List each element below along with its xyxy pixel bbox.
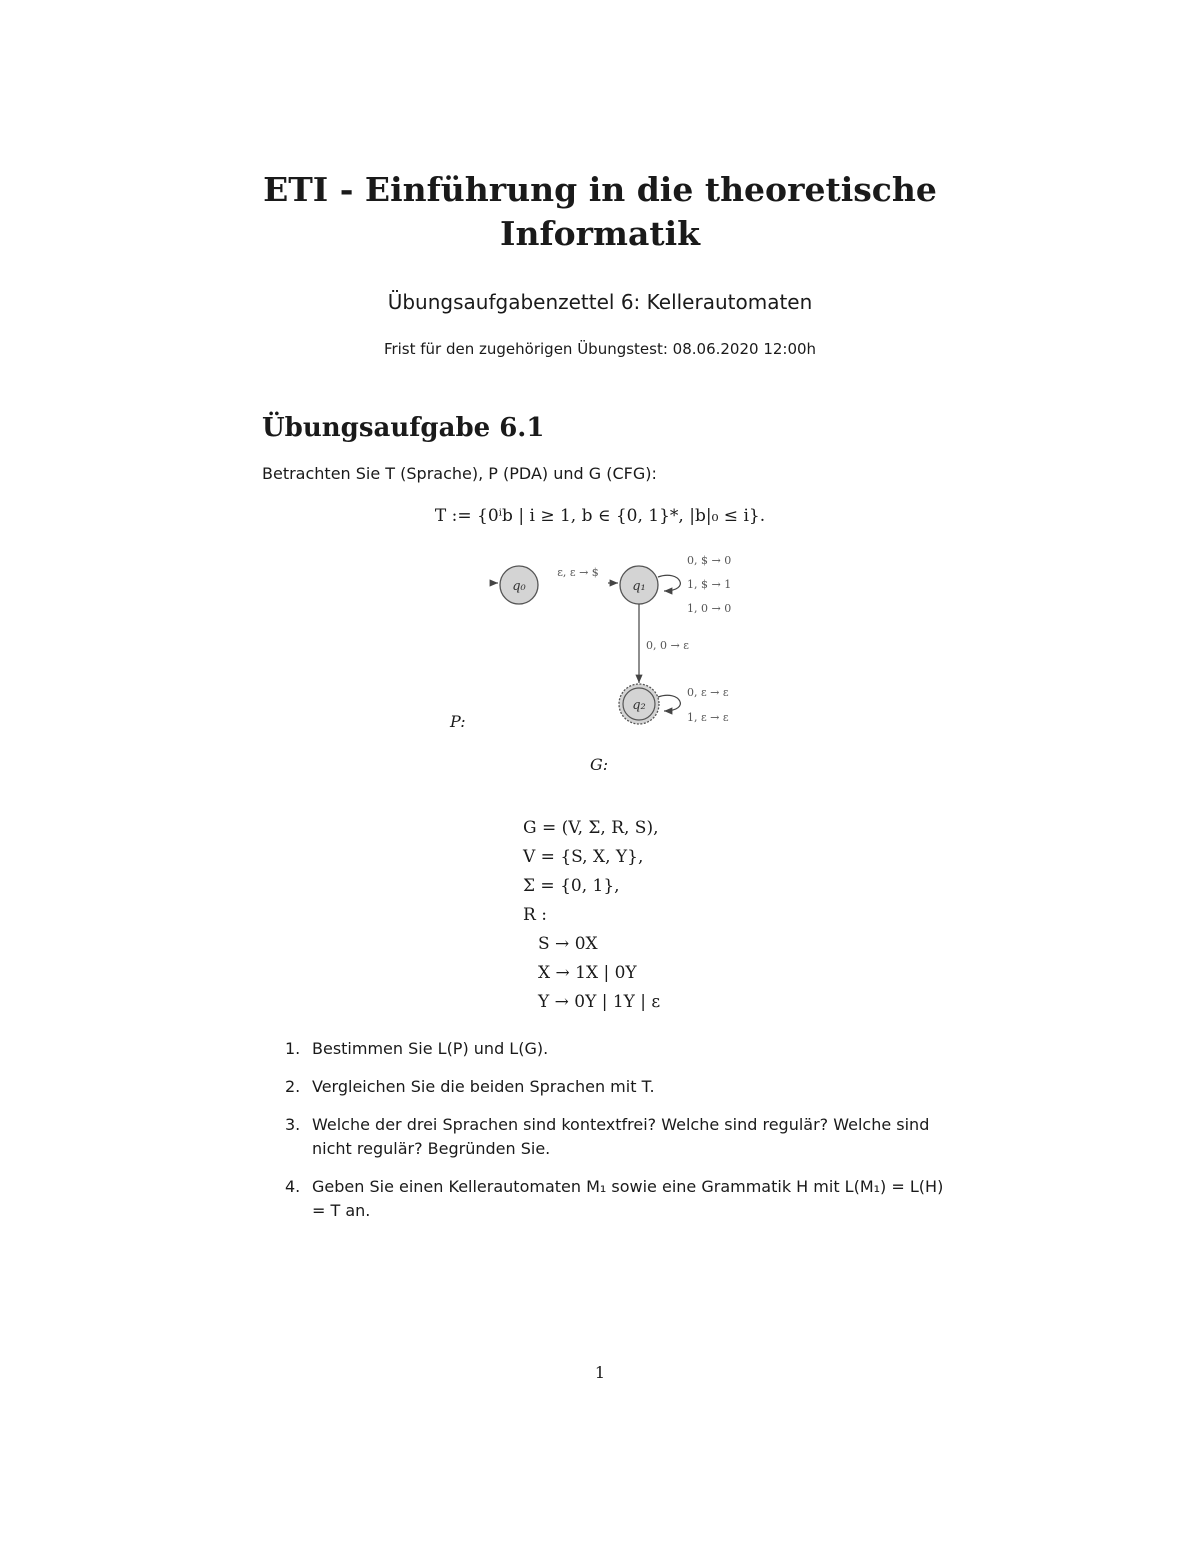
state-q0-label: q₀ xyxy=(512,579,526,594)
grammar-line: Σ = {0, 1}, xyxy=(523,876,620,896)
grammar-rule: Y → 0Y | 1Y | ε xyxy=(538,992,661,1012)
task-list xyxy=(285,1037,955,1237)
task-text: Bestimmen Sie L(P) und L(G). xyxy=(312,1039,549,1058)
list-item xyxy=(285,1113,955,1161)
language-definition: T := {0ⁱb | i ≥ 1, b ∈ {0, 1}*, |b|₀ ≤ i}. xyxy=(434,506,766,526)
title-line-2: Informatik xyxy=(500,214,700,253)
transition-q1-q2-label: 0, 0 → ε xyxy=(646,639,689,652)
loop-q2-label-1: 0, ε → ε xyxy=(687,686,729,699)
loop-q2-label-2: 1, ε → ε xyxy=(687,711,729,724)
transition-q0-q1-label: ε, ε → $ xyxy=(557,566,599,579)
grammar-label: G: xyxy=(590,755,609,774)
state-q2-label: q₂ xyxy=(632,698,646,713)
grammar-line: G = (V, Σ, R, S), xyxy=(523,818,659,838)
list-item xyxy=(285,1037,955,1061)
task-text: Vergleichen Sie die beiden Sprachen mit T. xyxy=(312,1077,655,1096)
document-title xyxy=(0,168,1200,256)
task-number: 4. xyxy=(285,1177,301,1196)
state-q1-label: q₁ xyxy=(632,579,646,594)
grammar-line: V = {S, X, Y}, xyxy=(523,847,644,867)
task-number: 1. xyxy=(285,1039,301,1058)
list-item xyxy=(285,1075,955,1099)
grammar-rule: S → 0X xyxy=(538,934,598,954)
sheet-subtitle: Übungsaufgabenzettel 6: Kellerautomaten xyxy=(387,290,813,314)
list-item xyxy=(285,1175,955,1223)
exercise-intro: Betrachten Sie T (Sprache), P (PDA) und G (CFG): xyxy=(262,464,657,483)
title-line-1: ETI - Einführung in die theoretische xyxy=(263,170,937,209)
loop-q2-arrow xyxy=(658,695,680,711)
deadline-note: Frist für den zugehörigen Übungstest: 08.06.2020 12:00h xyxy=(383,340,817,358)
grammar-rule: X → 1X | 0Y xyxy=(538,963,637,983)
loop-q1-arrow xyxy=(658,575,680,591)
pda-label: P: xyxy=(450,712,466,731)
pda-diagram xyxy=(480,545,780,735)
task-text: Geben Sie einen Kellerautomaten M₁ sowie eine Grammatik H mit L(M₁) = L(H) = T an. xyxy=(312,1177,944,1220)
exercise-heading: Übungsaufgabe 6.1 xyxy=(262,413,545,443)
task-number: 2. xyxy=(285,1077,301,1096)
page-number: 1 xyxy=(594,1363,606,1382)
grammar-line: R : xyxy=(523,905,547,925)
task-number: 3. xyxy=(285,1115,301,1134)
task-text: Welche der drei Sprachen sind kontextfrei? Welche sind regulär? Welche sind nicht regulär? Begründen Sie. xyxy=(312,1115,930,1158)
loop-q1-label-1: 0, $ → 0 xyxy=(687,554,732,567)
loop-q1-label-3: 1, 0 → 0 xyxy=(687,602,732,615)
loop-q1-label-2: 1, $ → 1 xyxy=(687,578,732,591)
